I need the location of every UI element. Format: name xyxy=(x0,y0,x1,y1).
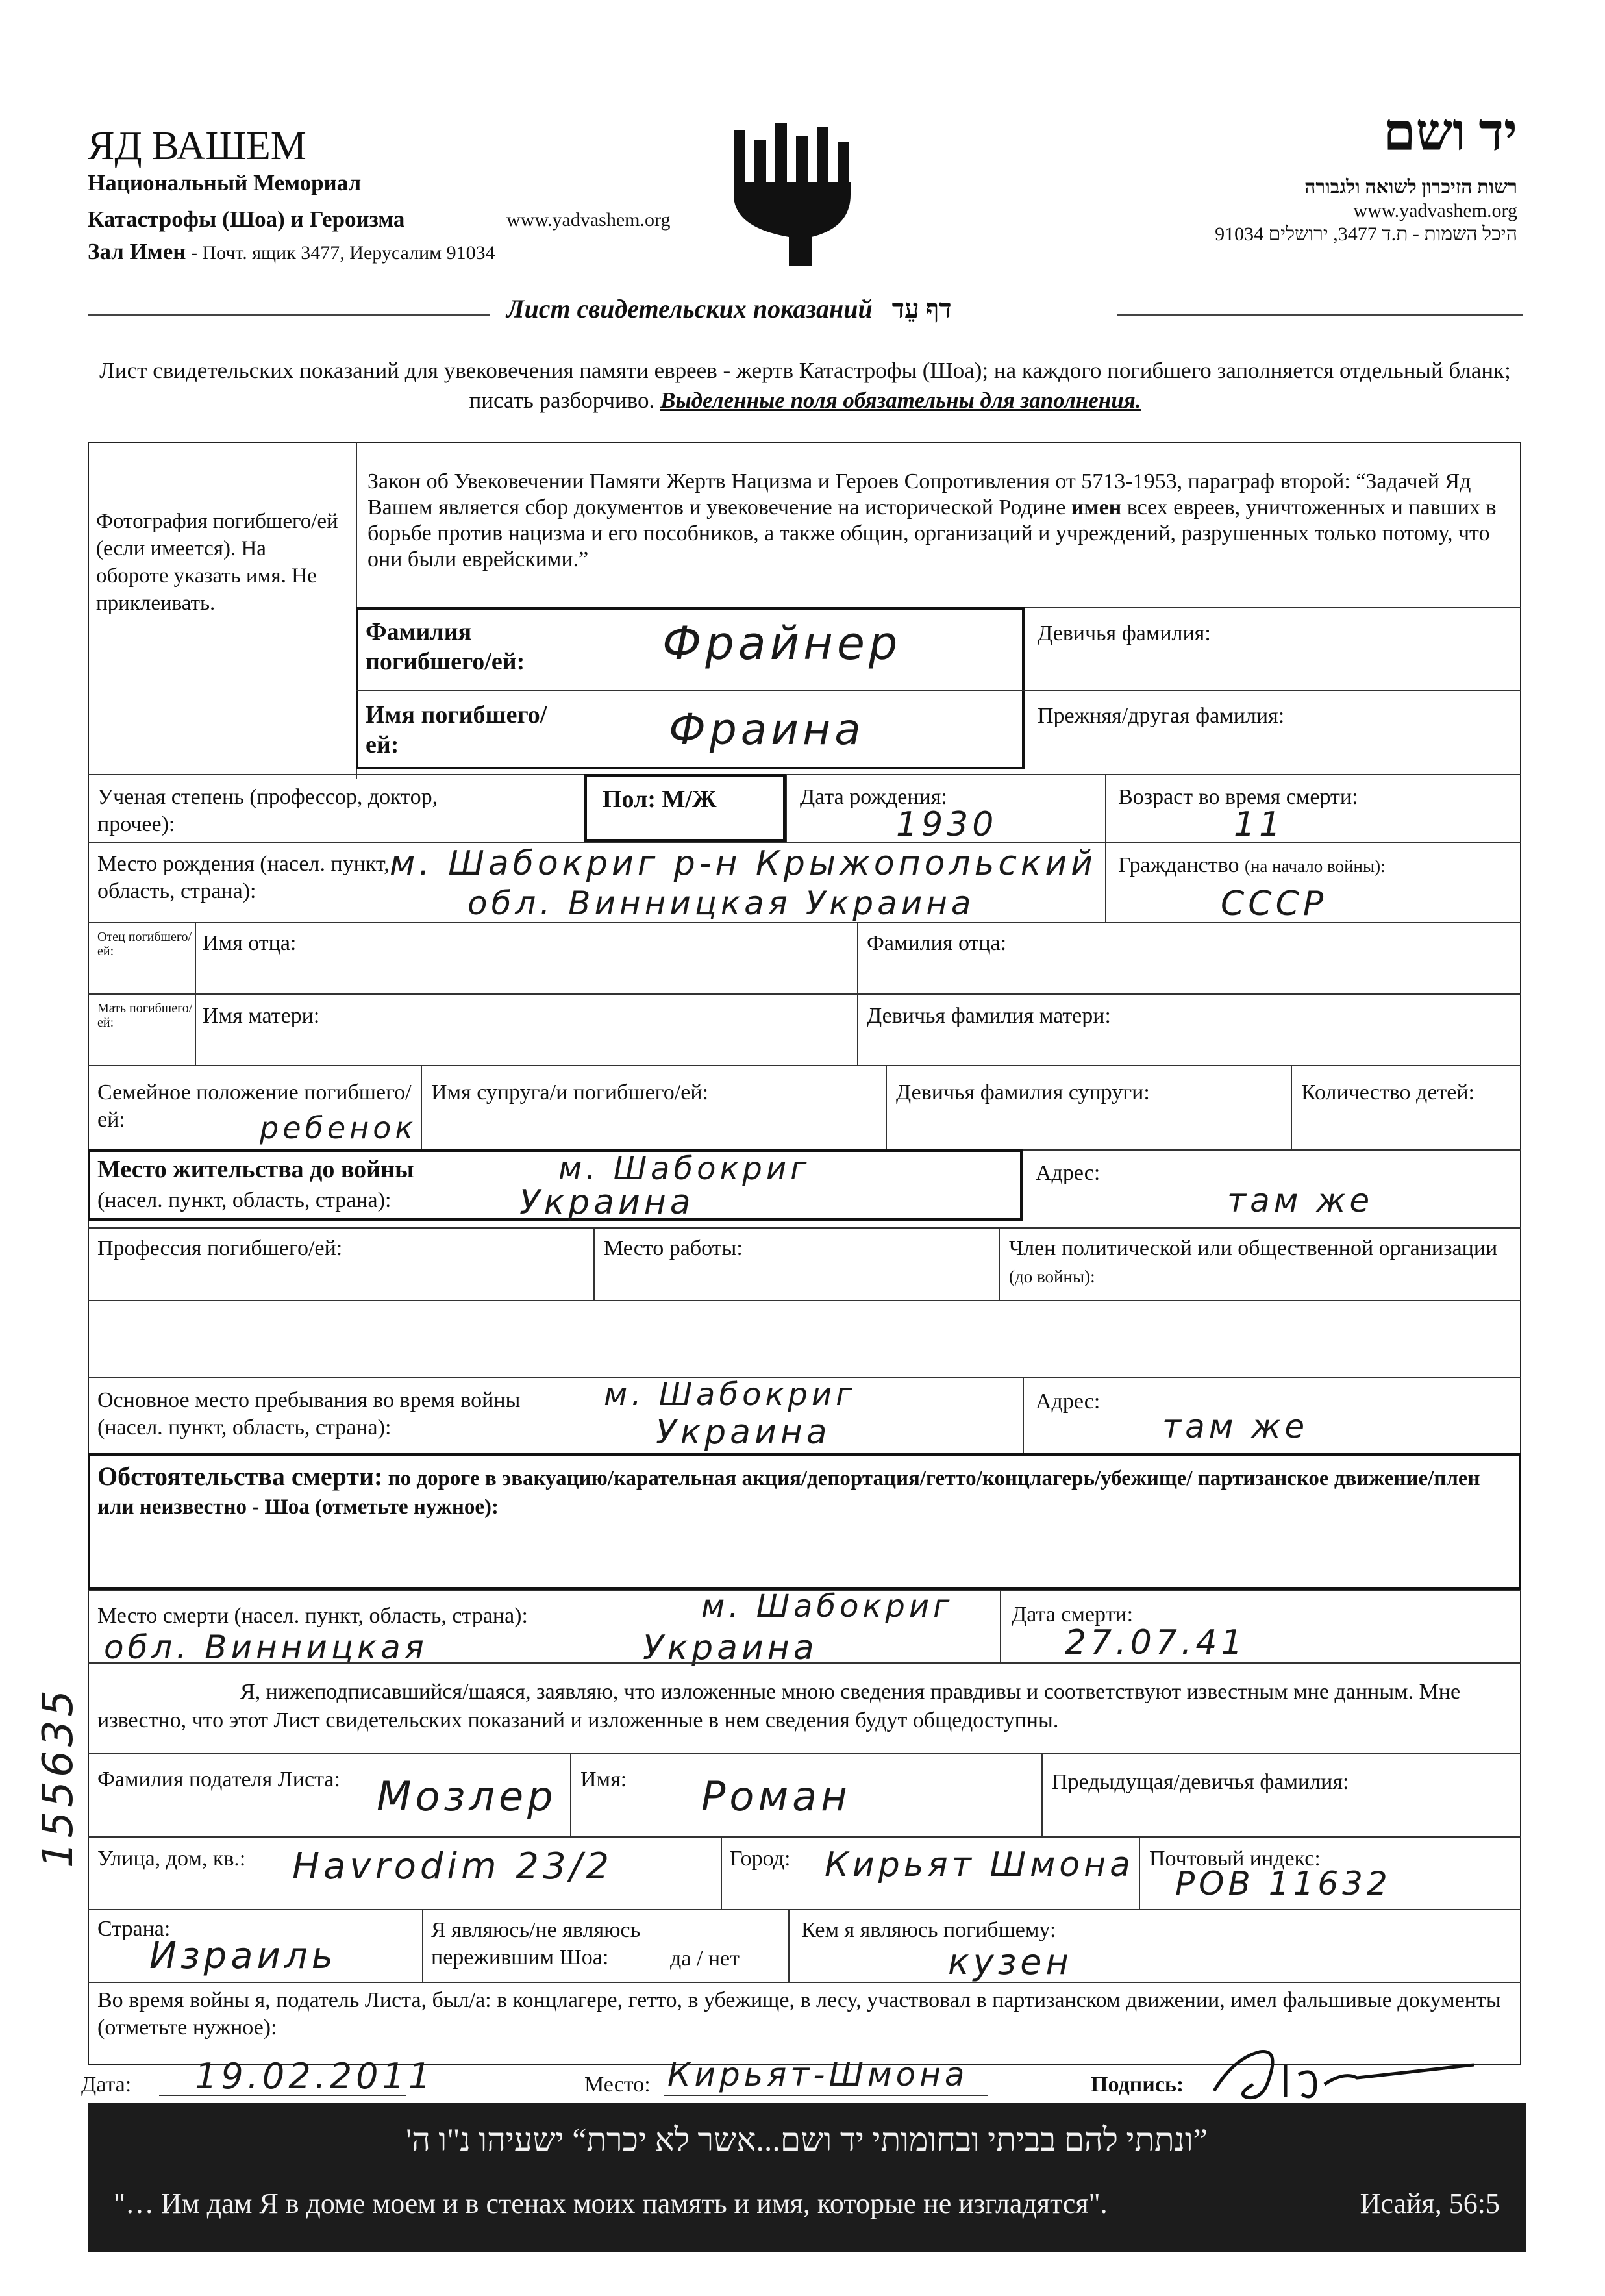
law-text-part1: Закон об Увековечении Памяти Жертв Нацизма и Героев Сопротивления от 5713-1953, параграф второй: “Задачей Яд Вашем является сбор документов и увековечение на исторической Родине xyxy=(367,469,1471,519)
birthplace-label: Место рождения (насел. пункт, область, страна): xyxy=(97,852,390,903)
form-title xyxy=(506,293,952,324)
birthplace-value-1[interactable]: м. Шабокриг р-н Крыжопольский xyxy=(390,844,1097,883)
maiden-label: Девичья фамилия: xyxy=(1038,621,1211,645)
header-heb-line1: רשות הזיכרון לשואה ולגבורה xyxy=(1304,177,1517,198)
law-text-bold: имен xyxy=(1071,495,1122,519)
intro-body: Лист свидетельских показаний для увековечения памяти евреев - жертв Катастрофы (Шоа); на каждого погибшего заполняется отдельный бланк; писать разборчиво. xyxy=(99,358,1511,413)
submitter-surname-label: Фамилия подателя Листа: xyxy=(97,1767,340,1791)
footer-ru-verse: "… Им дам Я в доме моем и в стенах моих память и имя, которые не изгладятся". xyxy=(114,2188,1108,2219)
death-date-value[interactable]: 27.07.41 xyxy=(1065,1623,1247,1662)
address2-value[interactable]: там же xyxy=(1162,1408,1309,1445)
sex-label[interactable]: Пол: М/Ж xyxy=(603,786,717,813)
birthplace-value-2[interactable]: обл. Винницкая Украина xyxy=(467,884,975,922)
place-label: Место: xyxy=(584,2073,651,2097)
header-ru-line3 xyxy=(88,239,495,265)
title-rule-left xyxy=(88,314,490,316)
side-number: 155635 xyxy=(34,1686,83,1869)
footer-heb-verse: ”ונתתי להם בביתי ובחומותי יד ושם...אשר לא יכרת“ ישעיהו נ"ו ה' xyxy=(406,2121,1208,2158)
citizenship-label xyxy=(1118,852,1386,880)
residence-value-1[interactable]: м. Шабокриг xyxy=(558,1151,811,1187)
street-label: Улица, дом, кв.: xyxy=(97,1847,246,1871)
address-label: Адрес: xyxy=(1036,1161,1101,1185)
hall-of-names-label: Зал Имен xyxy=(88,239,186,264)
intro-text xyxy=(91,356,1519,416)
submitter-surname-value[interactable]: Мозлер xyxy=(377,1773,557,1820)
declaration-text: Я, нижеподписавшийся/шаяся, заявляю, что изложенные мною сведения правдивы и соответствуют известным мне данным. Мне известно, что этот Лист свидетельских показаний и изложенные в нем сведения будут общедоступны. xyxy=(97,1680,1461,1732)
citizenship-label-text: Гражданство xyxy=(1118,853,1239,877)
signature-mark[interactable] xyxy=(1208,2039,1480,2110)
death-place-value-3[interactable]: обл. Винницкая xyxy=(104,1628,428,1666)
father-surname-label: Фамилия отца: xyxy=(867,931,1007,955)
signature-label: Подпись: xyxy=(1091,2073,1184,2097)
workplace-label: Место работы: xyxy=(604,1236,743,1260)
yad-vashem-logo xyxy=(727,117,864,273)
header-heb-line3: היכל השמות - ת.ד 3477, ירושלים 91034 xyxy=(1215,223,1517,245)
date-label: Дата: xyxy=(81,2073,132,2097)
residence-sub-label: (насел. пункт, область, страна): xyxy=(97,1188,392,1212)
father-name-label: Имя отца: xyxy=(203,931,297,955)
footer-ref: Исайя, 56:5 xyxy=(1360,2188,1500,2219)
death-place-label: Место смерти (насел. пункт, область, страна): xyxy=(97,1604,528,1628)
dob-label: Дата рождения: xyxy=(800,785,947,809)
intro-required: Выделенные поля обязательны для заполнения. xyxy=(660,388,1141,413)
postcode-value[interactable]: POB 11632 xyxy=(1175,1865,1391,1903)
country-label: Страна: xyxy=(97,1917,171,1941)
mother-maiden-label: Девичья фамилия матери: xyxy=(867,1004,1111,1028)
city-value[interactable]: Кирьят Шмона xyxy=(825,1845,1134,1884)
date-value[interactable]: 19.02.2011 xyxy=(195,2056,435,2097)
form-title-ru: Лист свидетельских показаний xyxy=(506,294,873,323)
member-label-text: Член политической или общественной организации xyxy=(1009,1236,1498,1260)
header-address: - Почт. ящик 3477, Иерусалим 91034 xyxy=(186,242,495,264)
first-name-value[interactable]: Фраина xyxy=(669,705,865,755)
city-label: Город: xyxy=(730,1847,791,1871)
header-heb-title: יד ושם xyxy=(1383,105,1517,162)
wartime-value-1[interactable]: м. Шабокриг xyxy=(604,1377,856,1413)
footer-banner xyxy=(88,2103,1526,2252)
spouse-maiden-label: Девичья фамилия супруги: xyxy=(896,1080,1150,1104)
member-note: (до войны): xyxy=(1009,1267,1095,1286)
marital-value[interactable]: ребенок xyxy=(260,1110,417,1145)
surname-label: Фамилия погибшего/ей: xyxy=(366,618,525,675)
street-value[interactable]: Havrodim 23/2 xyxy=(292,1845,614,1888)
member-label xyxy=(1009,1235,1515,1290)
surname-value[interactable]: Фрайнер xyxy=(662,617,902,670)
survivor-options[interactable]: да / нет xyxy=(670,1947,740,1971)
header-ru-line2: Катастрофы (Шоа) и Героизма xyxy=(88,206,405,232)
father-side-label: Отец погибшего/ей: xyxy=(97,930,192,958)
country-value[interactable]: Израиль xyxy=(149,1935,337,1977)
residence-value-2[interactable]: Украина xyxy=(519,1183,695,1222)
wartime-question[interactable]: Во время войны я, податель Листа, был/а: в концлагере, гетто, в убежище, в лесу, участвовал в партизанском движении, имел фальшивые документы (отметьте нужное): xyxy=(97,1988,1501,2040)
address-value[interactable]: там же xyxy=(1227,1182,1374,1219)
age-label: Возраст во время смерти: xyxy=(1118,785,1358,809)
age-value[interactable]: 11 xyxy=(1234,805,1285,844)
header-ru-line1: Национальный Мемориал xyxy=(88,170,362,195)
mother-side-label: Мать погибшего/ей: xyxy=(97,1001,193,1030)
dob-value[interactable]: 1930 xyxy=(896,805,998,844)
header-ru-url: www.yadvashem.org xyxy=(506,209,671,231)
law-text-part2: всех евреев, уничтоженных и павших в борьбе против нацизма и его пособников, а также общин, организаций и учреждений, разрушенных только потому, что они были еврейскими.” xyxy=(367,495,1497,571)
relation-value[interactable]: кузен xyxy=(948,1941,1073,1982)
citizenship-note: (на начало войны): xyxy=(1244,856,1386,876)
death-place-value-2[interactable]: Украина xyxy=(643,1628,818,1667)
header-heb-url: www.yadvashem.org xyxy=(1353,200,1517,221)
death-place-value-1[interactable]: м. Шабокриг xyxy=(701,1588,954,1625)
form-title-heb: דף עֵד xyxy=(891,294,952,323)
address2-label: Адрес: xyxy=(1036,1390,1101,1414)
relation-label: Кем я являюсь погибшему: xyxy=(801,1918,1056,1942)
submitter-name-value[interactable]: Роман xyxy=(701,1773,851,1820)
marital-label: Семейное положение погибшего/ей: xyxy=(97,1080,412,1132)
postcode-label: Почтовый индекс: xyxy=(1149,1847,1321,1871)
survivor-label: Я являюсь/не являюсь пережившим Шоа: xyxy=(431,1918,641,1969)
mother-name-label: Имя матери: xyxy=(203,1004,320,1028)
death-circumstances[interactable] xyxy=(97,1462,1506,1521)
death-circumstances-options: по дороге в эвакуацию/карательная акция/депортация/гетто/концлагерь/убежище/ партизанское движение/плен или неизвестно - Шоа (отметьте нужное): xyxy=(97,1467,1480,1519)
wartime-place-label: Основное место пребывания во время войны (насел. пункт, область, страна): xyxy=(97,1388,521,1440)
law-text xyxy=(367,469,1497,573)
profession-label: Профессия погибшего/ей: xyxy=(97,1236,343,1260)
children-label: Количество детей: xyxy=(1301,1080,1474,1104)
wartime-value-2[interactable]: Украина xyxy=(656,1413,831,1452)
submitter-prev-label: Предыдущая/девичья фамилия: xyxy=(1052,1770,1349,1794)
header-ru-title: ЯД ВАШЕМ xyxy=(88,124,306,168)
photo-note: Фотография погибшего/ей (если имеется). На обороте указать имя. Не приклеивать. xyxy=(96,510,338,615)
submitter-name-label: Имя: xyxy=(580,1767,627,1791)
residence-label: Место жительства до войны xyxy=(97,1156,414,1183)
place-value[interactable]: Кирьят-Шмона xyxy=(667,2056,969,2093)
death-circumstances-label: Обстоятельства смерти: xyxy=(97,1462,383,1491)
spouse-name-label: Имя супруга/и погибшего/ей: xyxy=(431,1080,708,1104)
prev-surname-label: Прежняя/другая фамилия: xyxy=(1038,704,1285,728)
citizenship-value[interactable]: СССР xyxy=(1221,884,1328,923)
degree-label: Ученая степень (профессор, доктор, прочее): xyxy=(97,785,438,836)
first-name-label: Имя погибшего/ей: xyxy=(366,701,547,758)
title-rule-right xyxy=(1117,314,1523,316)
death-date-label: Дата смерти: xyxy=(1012,1603,1134,1627)
